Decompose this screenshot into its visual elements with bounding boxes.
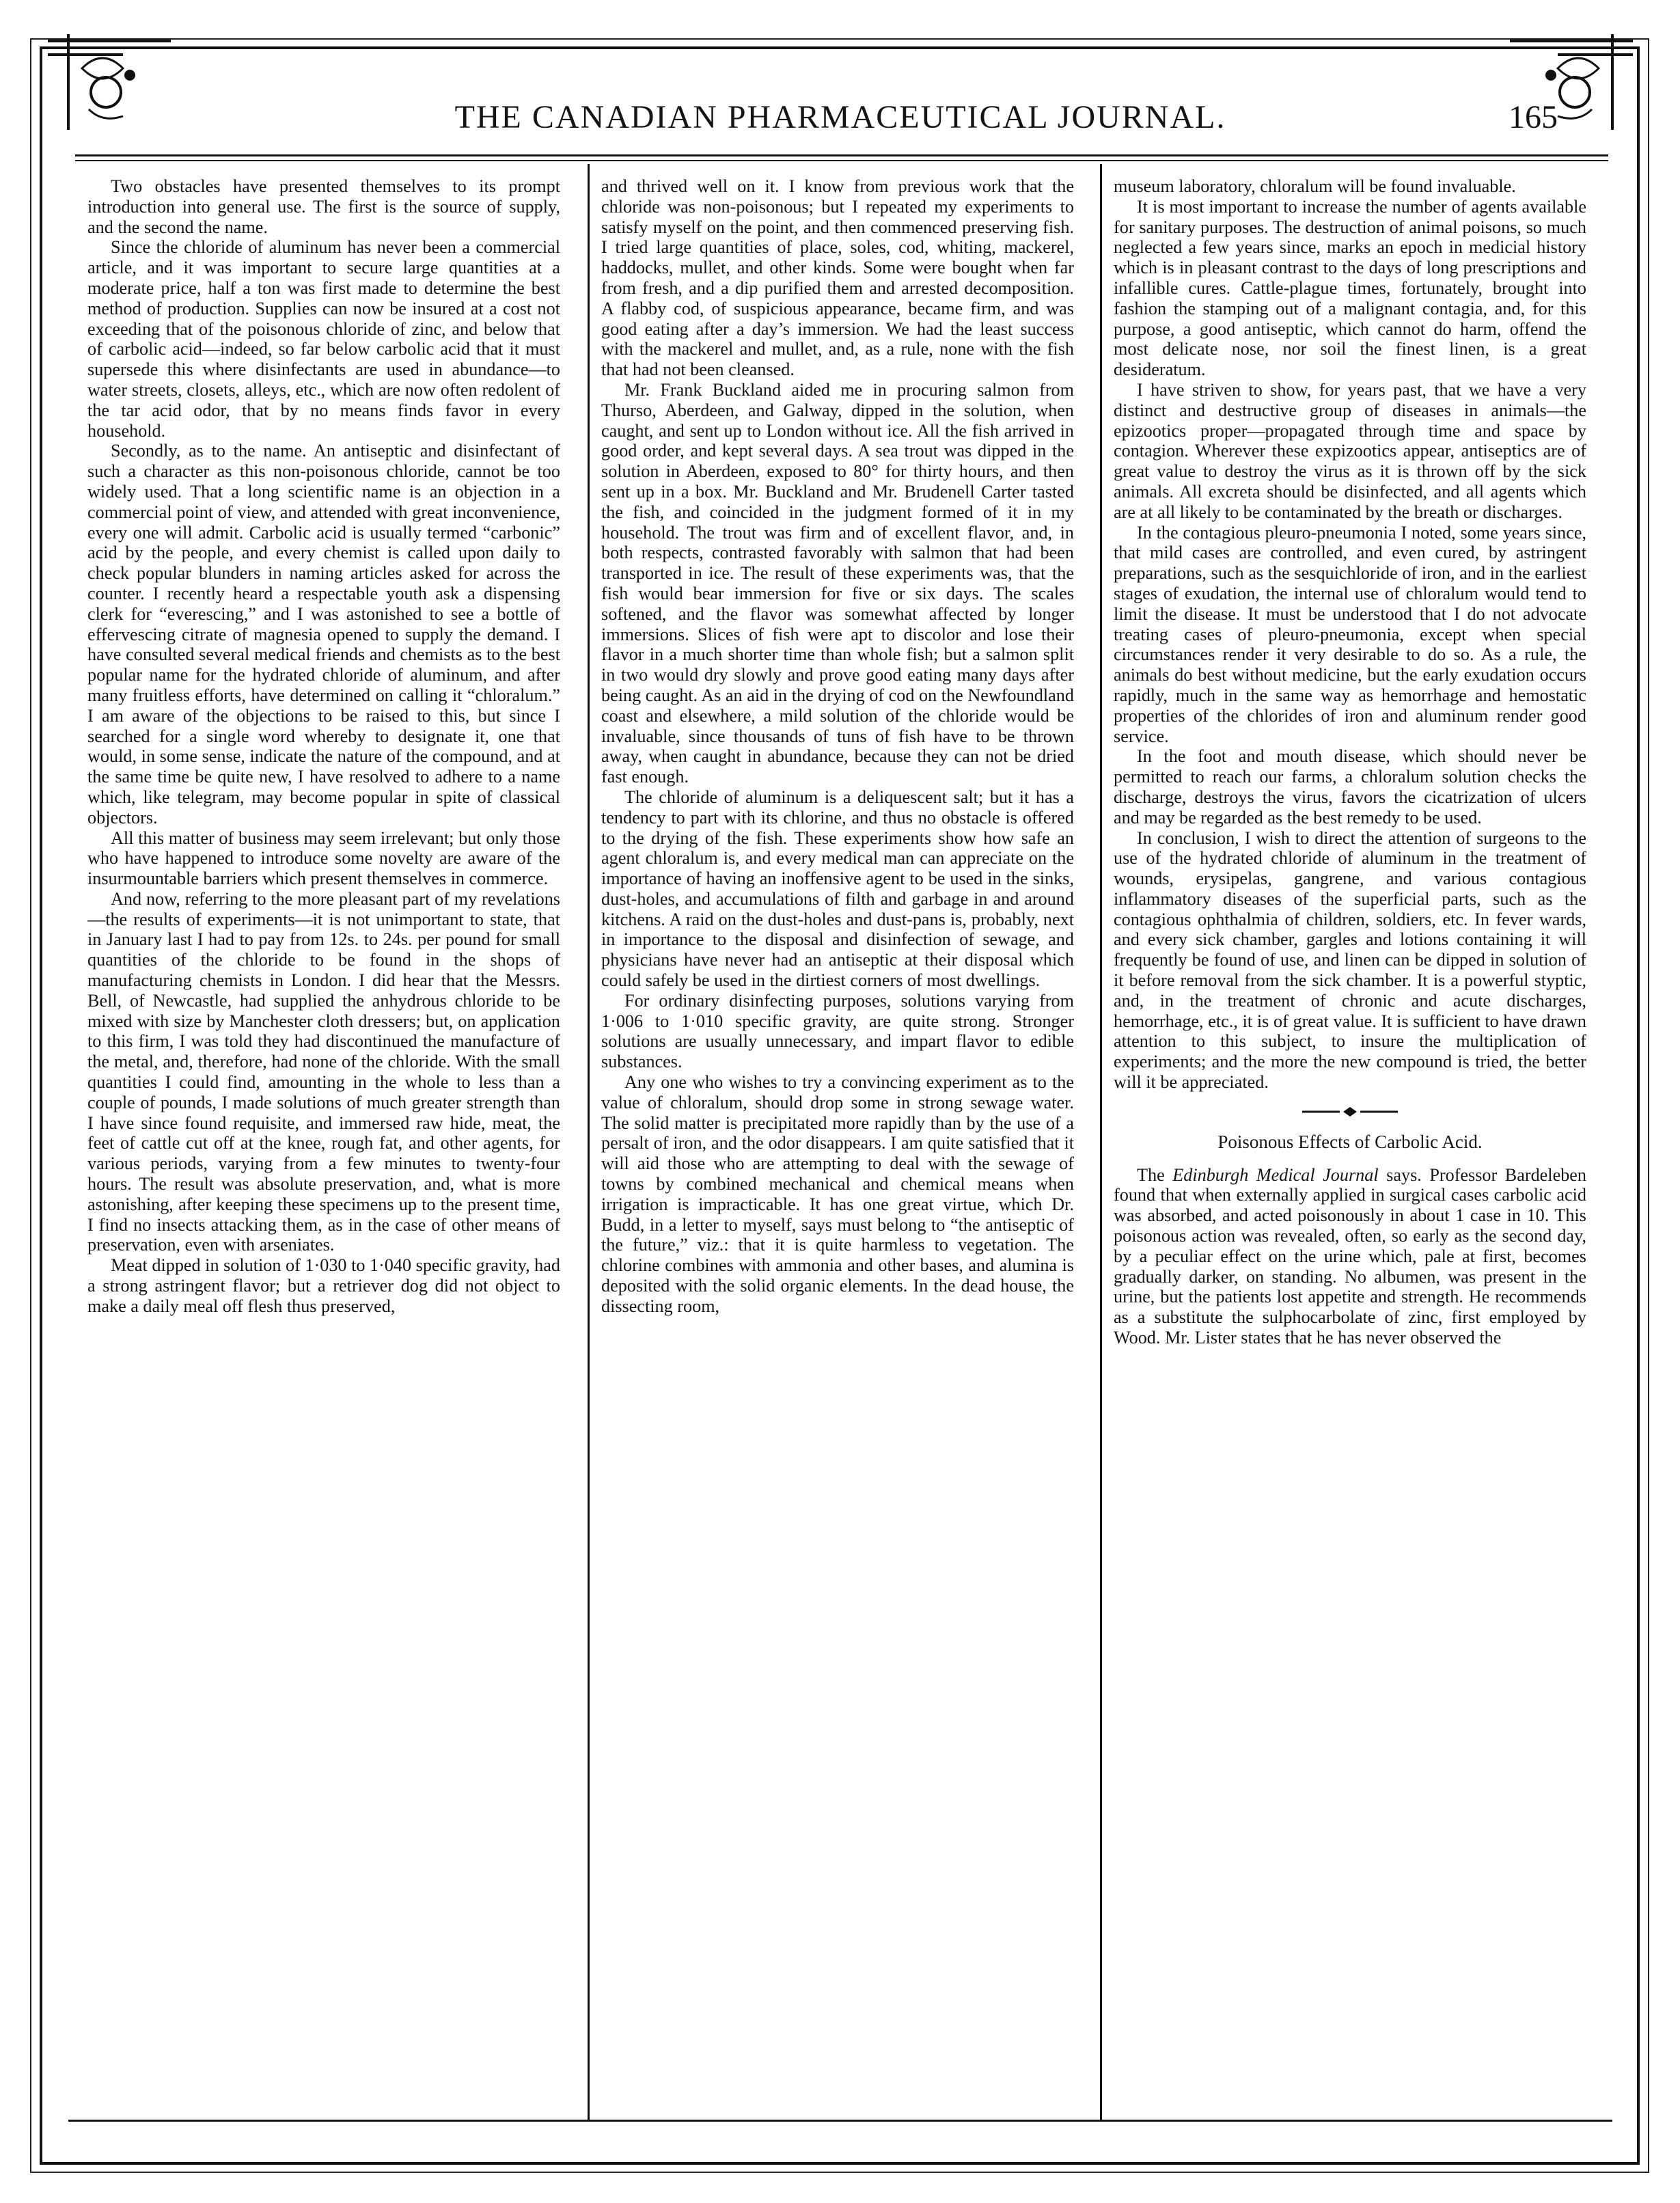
corner-ornament-left-icon — [41, 27, 178, 137]
paragraph — [1114, 1165, 1586, 1348]
journal-title: THE CANADIAN PHARMACEUTICAL JOURNAL. — [454, 99, 1226, 135]
paragraph: Secondly, as to the name. An antiseptic and disinfectant of such a character as this non-poisonous chloride, cannot be too widely used. That a long scientific name is an objection in a commercial point of view, and attended with great inconvenience, every one will admit. Carbolic acid is usually termed “carbonic” acid by the people, and every chemist is called upon daily to check popular blunders in naming articles asked for across the counter. I recently heard a respectable youth ask a dispensing clerk for “everescing,” and I was astonished to see a bottle of effervescing citrate of magnesia opened to supply the demand. I have consulted several medical friends and chemists as to the best popular name for the hydrated chloride of aluminum, and after many fruitless efforts, have determined on calling it “chloralum.” I am aware of the objections to be raised to this, but since I searched for a single word whereby to designate it, one that would, in some sense, indicate the nature of the compound, and at the same time be quite new, I have resolved to adhere to a name which, like telegram, may become popular in spite of classical objectors. — [87, 441, 560, 827]
paragraph: and thrived well on it. I know from previous work that the chloride was non-poisonous; but I repeated my experiments to satisfy myself on the point, and then commenced preserving fish. I tried large quantities of place, soles, cod, whiting, mackerel, haddocks, mullet, and other kinds. Some were bought when far from fresh, and a dip purified them and arrested decomposition. A flabby cod, of suspicious appearance, became firm, and was good eating after a day’s immersion. We had the least success with the mackerel and mullet, and, as a rule, none with the fish that had not been cleansed. — [601, 176, 1074, 380]
paragraph: In conclusion, I wish to direct the attention of surgeons to the use of the hydrated chloride of aluminum in the treatment of wounds, erysipelas, gangrene, and various contagious inflammatory diseases of the superficial parts, such as the contagious ophthalmia of children, soldiers, etc. In fever wards, and every sick chamber, gargles and lotions containing it will frequently be found of use, and linen can be dipped in solution of it before removal from the sick chamber. It is a powerful styptic, and, in the treatment of chronic and acute discharges, hemorrhage, etc., it is of great value. It is sufficient to have drawn attention to this subject, to insure the multiplication of experiments; and the more the new compound is tried, the better will it be appreciated. — [1114, 827, 1586, 1093]
text-column-1 — [87, 176, 560, 2110]
page-number: 165 — [1509, 99, 1558, 135]
paragraph: It is most important to increase the number of agents available for sanitary purposes. The destruction of animal poisons, so much neglected a few years since, marks an epoch in medicial history which is in pleasant contrast to the days of long prescriptions and infallible cures. Cattle-plague times, fortunately, brought into fashion the stamping out of a malignant contagia, and, for this purpose, a good antiseptic, which cannot do harm, offend the most delicate nose, nor soil the finest linen, is a great desideratum. — [1114, 196, 1586, 380]
section-first-rest: says. Professor Bardeleben found that when externally applied in surgical cases carbolic acid was absorbed, and acted poisonously in about 1 case in 10. This poisonous action was revealed, often, so early as the second day, by a peculiar effect on the urine which, pale at first, becomes gradually darker, on standing. No albumen, was present in the urine, but the patients lost appetite and strength. He recommends as a substitute the sulphocarbolate of zinc, first employed by Wood. Mr. Lister states that he has never observed the — [1114, 1164, 1586, 1348]
paragraph: I have striven to show, for years past, that we have a very distinct and destructive group of diseases in animals—the epizootics proper—propagated through time and space by contagion. Wherever these expizootics appear, antiseptics are of great value to destroy the virus as it is thrown off by the sick animals. All excreta should be disinfected, and all agents which are at all likely to be contaminated by the breath or discharges. — [1114, 379, 1586, 522]
paragraph: Mr. Frank Buckland aided me in procuring salmon from Thurso, Aberdeen, and Galway, dipped in the solution, when caught, and sent up to London without ice. All the fish arrived in good order, and kept several days. A sea trout was dipped in the solution in Aberdeen, exposed to 80° for thirty hours, and then sent up in a box. Mr. Buckland and Mr. Brudenell Carter tasted the fish, and coincided in the judgment formed of it in my household. The trout was firm and of excellent flavor, and, in both respects, contrasted favorably with salmon that had been transported in ice. The result of these experiments was, that the fish would bear immersion for five or six days. The scales softened, and the flavor was somewhat affected by longer immersions. Slices of fish were apt to discolor and lose their flavor in a much shorter time than whole fish; but a salmon split in two would dry slowly and prove good eating many days after being caught. As an aid in the drying of cod on the Newfoundland coast and elsewhere, a mild solution of the chloride would be invaluable, since thousands of tuns of fish have to be thrown away, when caught in abundance, because they can not be dried fast enough. — [601, 379, 1074, 787]
journal-name: Edinburgh Medical Journal — [1172, 1164, 1379, 1185]
paragraph: The chloride of aluminum is a deliquescent salt; but it has a tendency to part with its chlorine, and thus no obstacle is offered to the drying of the fish. These experiments show how safe an agent chloralum is, and every medical man can appreciate on the importance of having an inoffensive agent to be used in the sinks, dust-holes, and accumulations of filth and garbage in and around kitchens. A raid on the dust-holes and dust-pans is, probably, next in importance to the disposal and disinfection of sewage, and physicians have never had an antiseptic at their disposal which could safely be used in the dirtiest corners of most dwellings. — [601, 786, 1074, 991]
paragraph: For ordinary disinfecting purposes, solutions varying from 1·006 to 1·010 specific gravity, are quite strong. Stronger solutions are usually unnecessary, and impart flavor to edible substances. — [601, 990, 1074, 1072]
paragraph: All this matter of business may seem irrelevant; but only those who have happened to introduce some novelty are aware of the insurmountable barriers which present themselves in commerce. — [87, 827, 560, 889]
footer-rule — [68, 2120, 1612, 2122]
paragraph: museum laboratory, chloralum will be found invaluable. — [1114, 176, 1516, 196]
column-divider-2 — [1100, 164, 1102, 2120]
column-divider-1 — [588, 164, 590, 2120]
paragraph: Since the chloride of aluminum has never been a commercial article, and it was important to secure large quantities at a moderate price, half a ton was first made to determine the best method of production. Supplies can now be insured at a cost not exceeding that of the poisonous chloride of zinc, and below that of carbolic acid—indeed, so far below carbolic acid that it must supersede this where disinfectants are used in abundance—to water streets, closets, alleys, etc., which are now often redolent of the tar acid odor, that by no means finds favor in every household. — [87, 237, 560, 441]
header-rule-secondary — [75, 160, 1608, 161]
section-first-prefix: The — [1137, 1164, 1165, 1185]
paragraph: Meat dipped in solution of 1·030 to 1·040 specific gravity, had a strong astringent flavor; but a retriever dog did not object to make a daily meal off flesh thus preserved, — [87, 1255, 560, 1316]
paragraph: Any one who wishes to try a convincing experiment as to the value of chloralum, should drop some in strong sewage water. The solid matter is precipitated more rapidly than by the use of a persalt of iron, and the odor disappears. I am quite satisfied that it will aid those who are attempting to deal with the sewage of towns by combined mechanical and chemical means when irrigation is impracticable. It has one great virtue, which Dr. Budd, in a letter to myself, says must belong to “the antiseptic of the future,” viz.: that it is quite harmless to vegetation. The chlorine combines with ammonia and other bases, and alumina is deposited with the solid organic elements. In the dead house, the dissecting room, — [601, 1072, 1074, 1316]
paragraph: In the contagious pleuro-pneumonia I noted, some years since, that mild cases are controlled, and even cured, by astringent preparations, such as the sesquichloride of iron, and in the earliest stages of exudation, the internal use of chloralum would tend to limit the disease. It must be understood that I do not advocate treating cases of pleuro-pneumonia, except when special circumstances render it very desirable to do so. As a rule, the animals do best without medicine, but the early exudation occurs rapidly, much in the same way as hemorrhage and hemostatic properties of the chlorides of iron and aluminum render good service. — [1114, 522, 1586, 746]
section-separator-icon — [1299, 1105, 1401, 1119]
section-heading: Poisonous Effects of Carbolic Acid. — [1217, 1131, 1483, 1152]
paragraph: Two obstacles have presented themselves to its prompt introduction into general use. The first is the source of supply, and the second the name. — [87, 176, 560, 237]
paragraph: And now, referring to the more pleasant part of my revelations—the results of experiments—it is not unimportant to state, that in January last I had to pay from 12s. to 24s. per pound for small quantities of the chloride to be found in the shops of manufacturing chemists in London. I did hear that the Messrs. Bell, of Newcastle, had supplied the anhydrous chloride to be mixed with size by Manchester cloth dressers; but, on application to this firm, I was told they had discontinued the manufacture of the metal, and, therefore, had none of the chloride. With the small quantities I could find, amounting in the whole to less than a couple of pounds, I made solutions of much greater strength than I have since found requisite, and immersed raw hide, meat, the feet of cattle cut off at the knee, rough fat, and other agents, for various periods, varying from a few minutes to twenty-four hours. The result was absolute preservation, and, what is more astonishing, after keeping these specimens up to the present time, I find no insects attacking them, as in the case of other means of preservation, even with arseniates. — [87, 888, 560, 1255]
text-column-2 — [601, 176, 1074, 2110]
paragraph: In the foot and mouth disease, which should never be permitted to reach our farms, a chloralum solution checks the discharge, destroys the virus, favors the cicatrization of ulcers and may be regarded as the best remedy to be used. — [1114, 746, 1586, 827]
header-rule — [75, 154, 1608, 156]
text-column-3 — [1114, 176, 1586, 2110]
